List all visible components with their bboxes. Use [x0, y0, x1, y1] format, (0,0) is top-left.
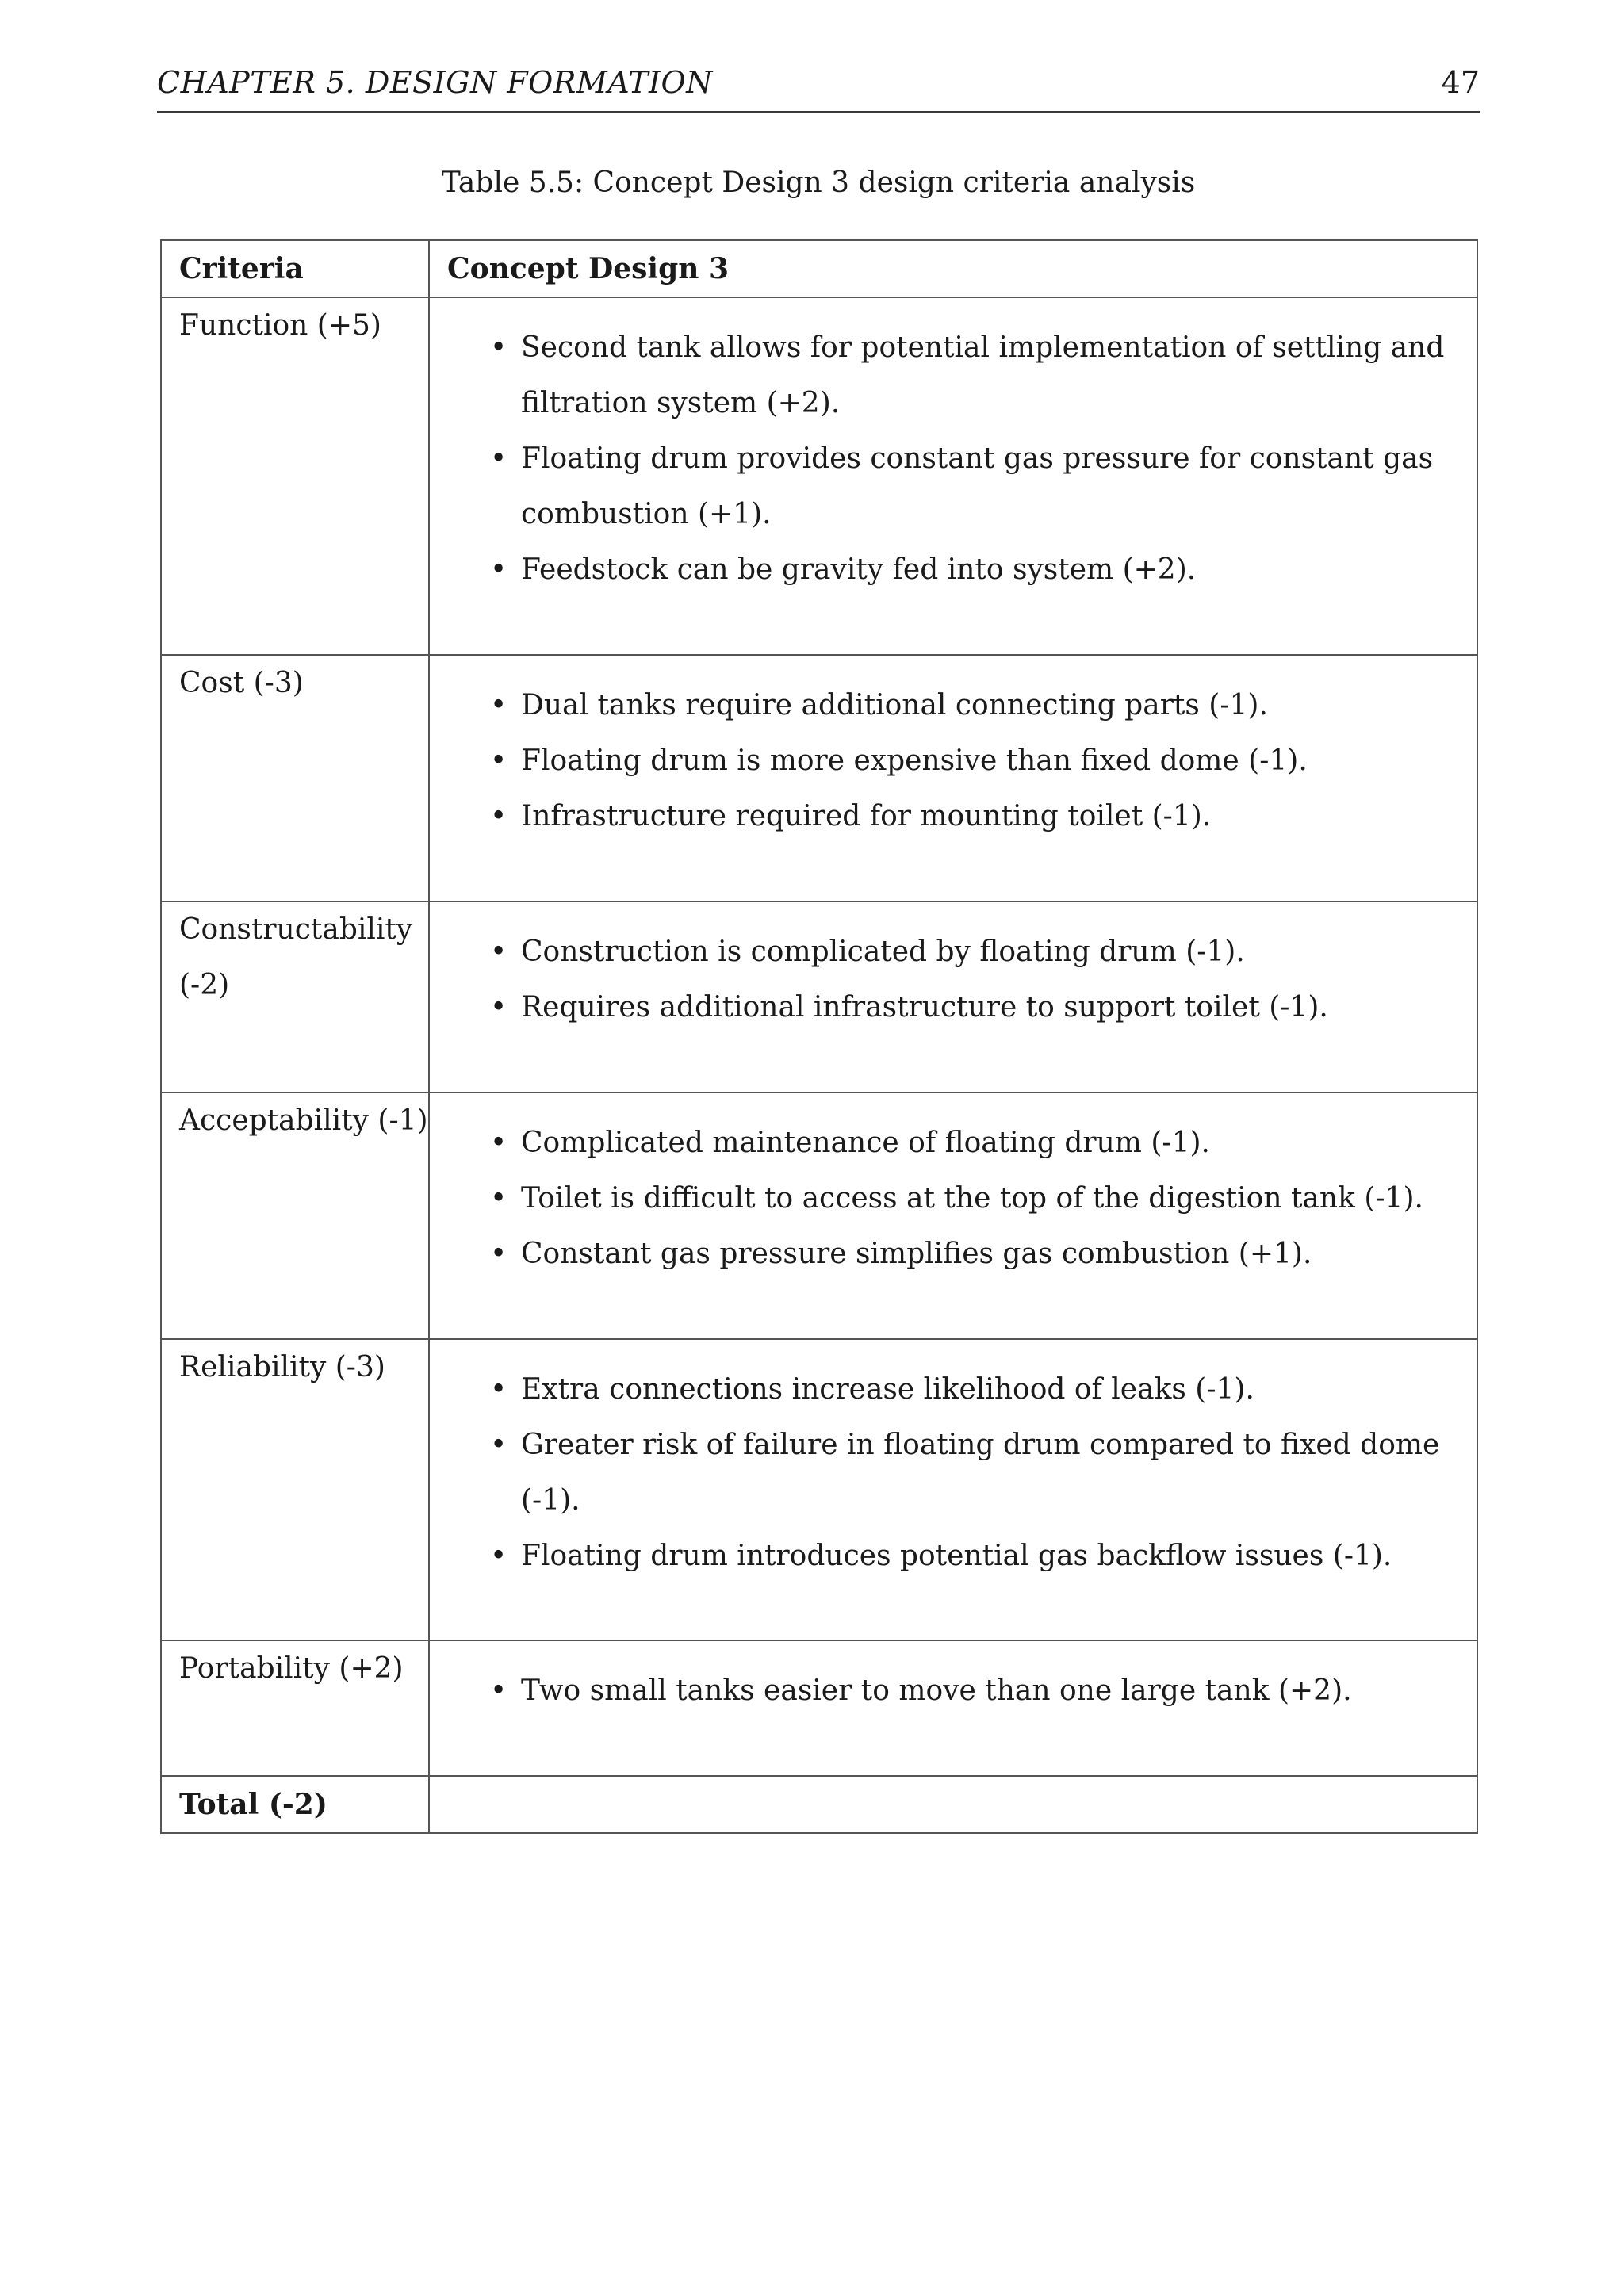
table-row [161, 1093, 1477, 1339]
list-item: • Extra connections increase likelihood of leaks (-1). [521, 1362, 1461, 1418]
bullet-list [430, 320, 1461, 598]
description-cell [429, 901, 1477, 1093]
bullet-list [430, 1663, 1461, 1719]
description-cell [429, 1093, 1477, 1339]
description-cell [429, 297, 1477, 655]
list-item: • Infrastructure required for mounting toilet (-1). [521, 789, 1461, 844]
bullet-list [430, 678, 1461, 844]
table-row [161, 901, 1477, 1093]
list-item: • Greater risk of failure in floating drum compared to fixed dome (-1). [521, 1418, 1461, 1529]
criteria-table [160, 239, 1478, 1834]
criteria-cell [161, 901, 429, 1093]
description-cell [429, 1339, 1477, 1640]
list-item: • Toilet is difficult to access at the top of the digestion tank (-1). [521, 1171, 1461, 1226]
list-item: • Construction is complicated by floating drum (-1). [521, 924, 1461, 980]
column-header-criteria: Criteria [161, 240, 429, 297]
list-item: • Constant gas pressure simplifies gas combustion (+1). [521, 1226, 1461, 1282]
table-header-row [161, 240, 1477, 297]
bullet-list [430, 1115, 1461, 1282]
column-header-concept: Concept Design 3 [429, 240, 1477, 297]
criteria-label: Constructability (-2) [179, 913, 413, 1001]
bullet-list [430, 924, 1461, 1035]
page-number: 47 [1441, 65, 1480, 100]
table-row [161, 1339, 1477, 1640]
list-item: • Feedstock can be gravity fed into system (+2). [521, 542, 1461, 598]
criteria-cell [161, 297, 429, 655]
criteria-cell [161, 1640, 429, 1776]
list-item: • Requires additional infrastructure to support toilet (-1). [521, 980, 1461, 1035]
running-header [157, 62, 1480, 113]
description-cell [429, 655, 1477, 901]
list-item: • Two small tanks easier to move than one large tank (+2). [521, 1663, 1461, 1719]
table-row [161, 1640, 1477, 1776]
total-row [161, 1776, 1477, 1833]
table-caption: Table 5.5: Concept Design 3 design criteria analysis [441, 166, 1196, 199]
criteria-label: Portability (+2) [179, 1652, 404, 1685]
list-item: • Floating drum provides constant gas pressure for constant gas combustion (+1). [521, 431, 1461, 542]
total-label: Total (-2) [161, 1776, 429, 1833]
list-item: • Complicated maintenance of floating drum (-1). [521, 1115, 1461, 1171]
list-item: • Dual tanks require additional connecting parts (-1). [521, 678, 1461, 733]
criteria-label: Reliability (-3) [179, 1351, 385, 1383]
criteria-label: Acceptability (-1) [179, 1104, 428, 1137]
criteria-cell [161, 655, 429, 901]
criteria-cell [161, 1339, 429, 1640]
description-cell [429, 1640, 1477, 1776]
list-item: • Second tank allows for potential implementation of settling and filtration system (+2). [521, 320, 1461, 431]
criteria-label: Function (+5) [179, 309, 381, 342]
chapter-title: CHAPTER 5. DESIGN FORMATION [157, 65, 713, 100]
criteria-label: Cost (-3) [179, 667, 304, 699]
list-item: • Floating drum introduces potential gas backflow issues (-1). [521, 1529, 1461, 1584]
criteria-cell [161, 1093, 429, 1339]
total-value-cell [429, 1776, 1477, 1833]
table-row [161, 655, 1477, 901]
bullet-list [430, 1362, 1461, 1584]
table-row [161, 297, 1477, 655]
list-item: • Floating drum is more expensive than fixed dome (-1). [521, 733, 1461, 789]
